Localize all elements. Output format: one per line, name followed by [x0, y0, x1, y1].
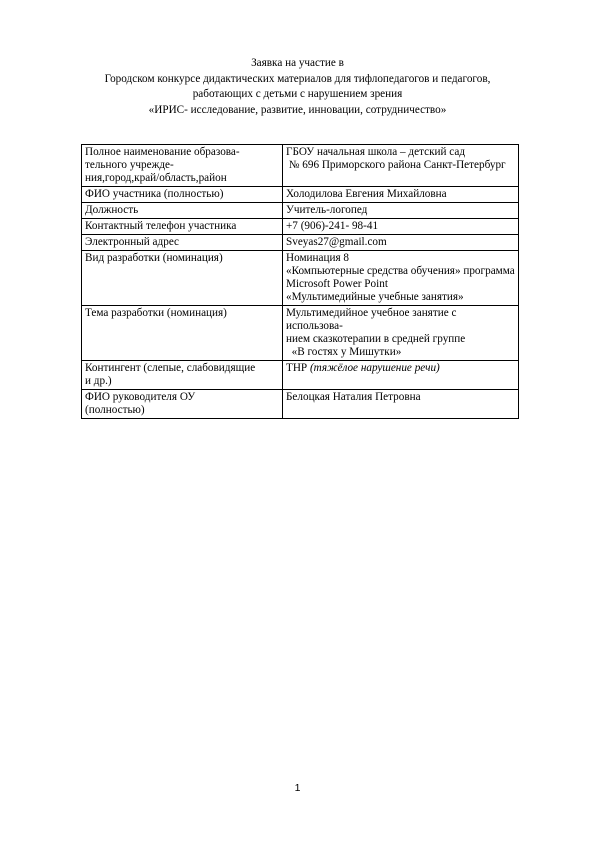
header-line-3: работающих с детьми с нарушением зрения — [192, 88, 403, 100]
row-label: ФИО руководителя ОУ (полностью) — [82, 390, 283, 419]
table-row — [82, 219, 519, 235]
row-label: Полное наименование образова- тельного учрежде- ния,город,край/область,район — [82, 145, 283, 187]
row-value-main: ТНР — [286, 362, 308, 374]
row-label: Контингент (слепые, слабовидящие и др.) — [82, 361, 283, 390]
header-line-1: Заявка на участие в — [251, 57, 344, 69]
row-label: Тема разработки (номинация) — [82, 306, 283, 361]
row-value: Холодилова Евгения Михайловна — [283, 187, 519, 203]
row-label: Контактный телефон участника — [82, 219, 283, 235]
header-line-4: «ИРИС- исследование, развитие, инновации, сотрудничество» — [148, 103, 447, 116]
row-value-italic-note: (тяжёлое нарушение речи) — [309, 362, 440, 374]
row-value: ГБОУ начальная школа – детский сад № 696 Приморского района Санкт-Петербург — [283, 145, 519, 187]
table-row — [82, 306, 519, 361]
row-label: Электронный адрес — [82, 235, 283, 251]
table-row — [82, 251, 519, 306]
document-header — [0, 56, 595, 118]
table-row — [82, 235, 519, 251]
table-row — [82, 187, 519, 203]
row-value: +7 (906)-241- 98-41 — [283, 219, 519, 235]
email-value: Sveyas27@gmail.com — [283, 235, 519, 251]
row-value: Учитель-логопед — [283, 203, 519, 219]
page-number: 1 — [294, 782, 301, 794]
row-value — [283, 361, 519, 390]
application-form-table — [81, 144, 519, 419]
table-row — [82, 145, 519, 187]
header-line-2: Городском конкурсе дидактических материалов для тифлопедагогов и педагогов, — [104, 72, 491, 85]
table-row — [82, 361, 519, 390]
row-label: ФИО участника (полностью) — [82, 187, 283, 203]
row-value: Номинация 8 «Компьютерные средства обучения» программа Microsoft Power Point «Мультимедийные учебные занятия» — [283, 251, 519, 306]
table-row — [82, 203, 519, 219]
row-label: Должность — [82, 203, 283, 219]
row-value: Мультимедийное учебное занятие с использова- нием сказкотерапии в средней группе «В гостях у Мишутки» — [283, 306, 519, 361]
table-row — [82, 390, 519, 419]
row-value: Белоцкая Наталия Петровна — [283, 390, 519, 419]
row-label: Вид разработки (номинация) — [82, 251, 283, 306]
